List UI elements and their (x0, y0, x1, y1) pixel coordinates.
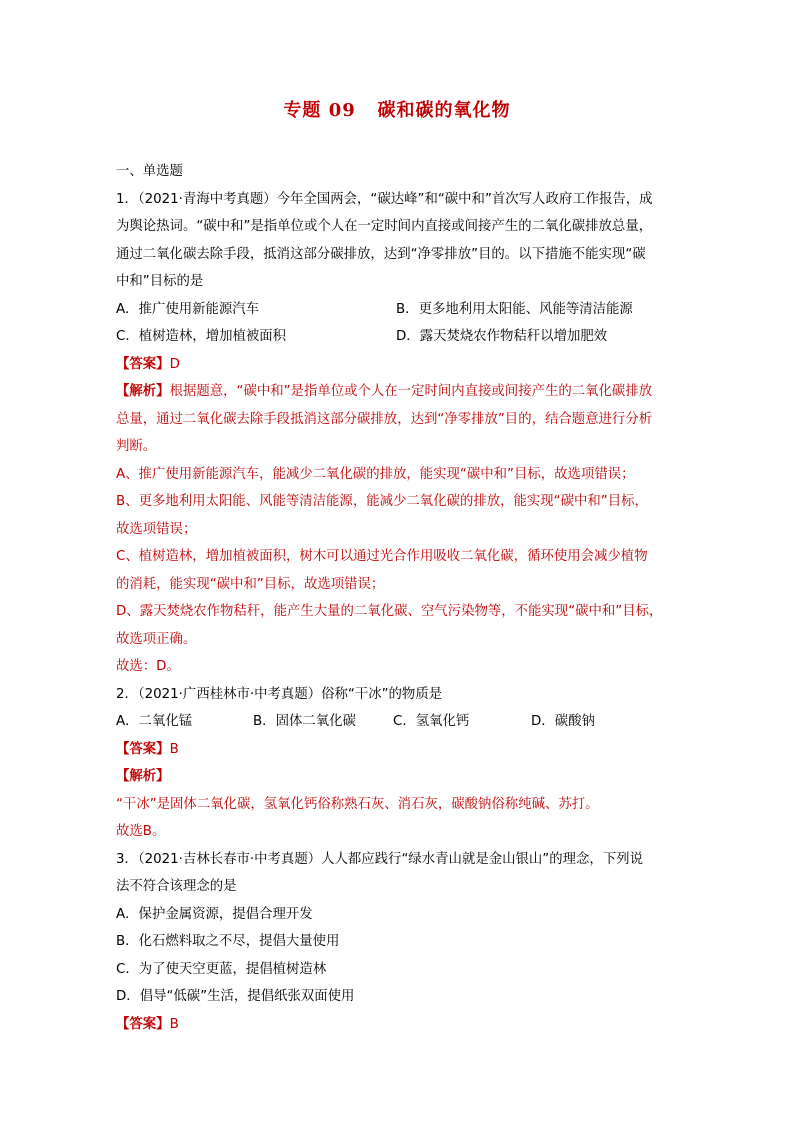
analysis-line: 总量，通过二氧化碳去除手段抵消这部分碳排放，达到“净零排放”目的，结合题意进行分析 (116, 411, 653, 427)
answer-line (116, 736, 676, 764)
analysis-line: 判断。 (116, 439, 157, 454)
conclusion-line: 故选B。 (116, 824, 166, 839)
option-b: B．更多地利用太阳能、风能等清洁能源 (396, 301, 633, 317)
option-c: C．为了使天空更蓝，提倡植树造林 (116, 961, 327, 977)
analysis-label: 【解析】 (116, 769, 170, 784)
analysis-line (116, 378, 676, 406)
option-row (116, 708, 676, 736)
answer-label: 【答案】 (116, 741, 170, 757)
question-stem-line: 2．（2021·广西桂林市·中考真题）俗称“干冰”的物质是 (116, 686, 443, 702)
option-b: B．化石燃料取之不尽，提倡大量使用 (116, 934, 340, 949)
answer-line (116, 351, 676, 379)
answer-line (116, 1011, 676, 1039)
analysis-line: B、更多地利用太阳能、风能等清洁能源，能减少二氧化碳的排放，能实现“碳中和”目标， (116, 494, 648, 509)
option-d: D．倡导“低碳”生活，提倡纸张双面使用 (116, 989, 355, 1004)
answer-value: D (169, 356, 180, 372)
question-3 (116, 846, 676, 1039)
question-stem-line: 法不符合该理念的是 (116, 879, 237, 894)
option-row (116, 323, 676, 351)
answer-value: B (169, 741, 179, 757)
question-stem-line: 3．（2021·吉林长春市·中考真题）人人都应践行“绿水青山就是金山银山”的理念，下列说 (116, 851, 643, 867)
answer-label: 【答案】 (116, 356, 170, 372)
page-title: 专题 09 碳和碳的氧化物 (283, 100, 511, 121)
question-2 (116, 681, 676, 846)
option-b: B．固体二氧化碳 (253, 714, 356, 729)
document-body (116, 158, 676, 1038)
option-c: C．氢氧化钙 (393, 714, 470, 729)
option-c: C．植树造林，增加植被面积 (116, 329, 287, 344)
analysis-line: “干冰”是固体二氧化碳，氢氧化钙俗称熟石灰、消石灰，碳酸钠俗称纯碱、苏打。 (116, 796, 599, 812)
analysis-line: C、植树造林，增加植被面积，树木可以通过光合作用吸收二氧化碳，循环使用会减少植物 (116, 549, 648, 564)
question-stem-line: 为舆论热词。“碳中和”是指单位或个人在一定时间内直接或间接产生的二氧化碳排放总量， (116, 219, 653, 234)
analysis-line (116, 763, 676, 791)
question-stem-line: 中和”目标的是 (116, 274, 204, 289)
option-a: A．推广使用新能源汽车 (116, 301, 260, 317)
analysis-line: 故选项正确。 (116, 631, 197, 647)
question-1 (116, 186, 676, 681)
analysis-line: A、推广使用新能源汽车，能减少二氧化碳的排放，能实现“碳中和”目标，故选项错误； (116, 466, 635, 482)
section-heading: 一、单选题 (116, 164, 183, 179)
answer-value: B (169, 1016, 179, 1032)
analysis-line: D、露天焚烧农作物秸秆，能产生大量的二氧化碳、空气污染物等，不能实现“碳中和”目标， (116, 604, 663, 619)
option-a: A．保护金属资源，提倡合理开发 (116, 906, 313, 922)
question-stem-line: 通过二氧化碳去除手段，抵消这部分碳排放，达到“净零排放”目的。以下措施不能实现“碳 (116, 246, 646, 262)
option-d: D．碳酸钠 (531, 714, 595, 729)
conclusion-line: 故选：D。 (116, 659, 180, 674)
analysis-line: 的消耗，能实现“碳中和”目标，故选项错误； (116, 576, 385, 592)
answer-label: 【答案】 (116, 1016, 170, 1032)
option-d: D．露天焚烧农作物秸秆以增加肥效 (396, 329, 608, 344)
question-stem-line: 1．（2021·青海中考真题）今年全国两会，“碳达峰”和“碳中和”首次写人政府工作报告，成 (116, 191, 653, 207)
analysis-line: 故选项错误； (116, 521, 197, 537)
analysis-label: 【解析】 (116, 384, 170, 399)
option-row (116, 296, 676, 324)
analysis-text: 根据题意，“碳中和”是指单位或个人在一定时间内直接或间接产生的二氧化碳排放 (169, 384, 653, 399)
option-a: A．二氧化锰 (116, 714, 193, 729)
